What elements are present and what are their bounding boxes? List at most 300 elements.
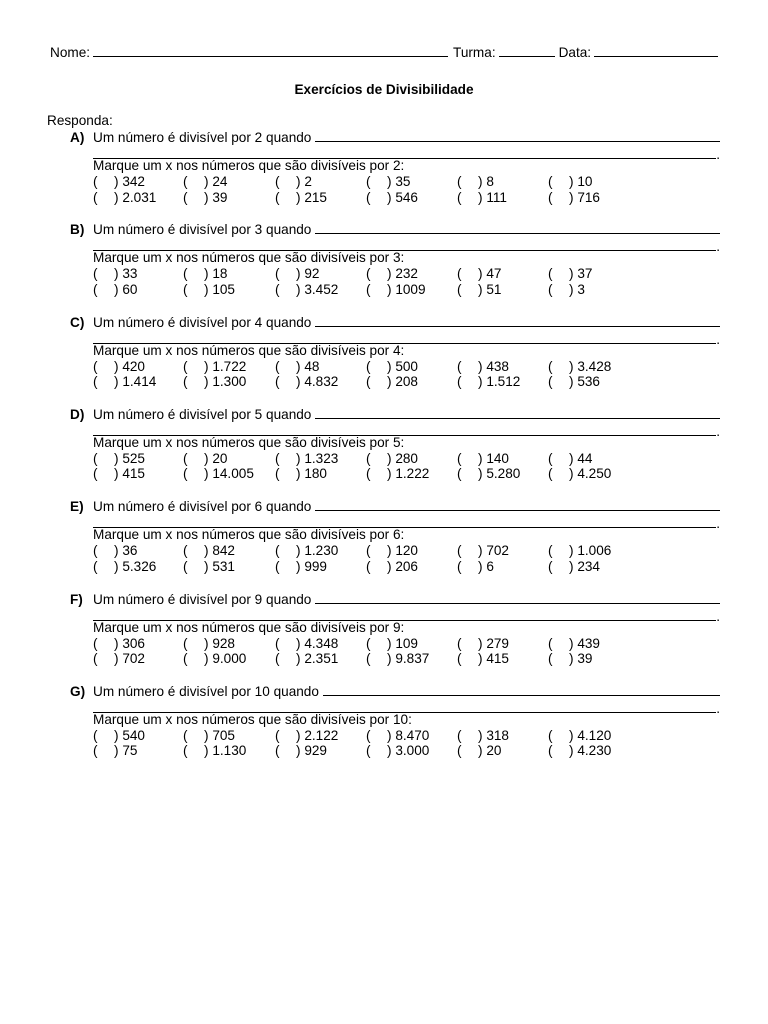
checkbox-close-paren: ) xyxy=(569,374,574,390)
checkbox-close-paren: ) xyxy=(387,266,392,282)
option-value: 1.222 xyxy=(395,466,430,482)
checkbox-open-paren[interactable]: ( xyxy=(93,727,98,743)
checkbox-close-paren: ) xyxy=(296,651,301,666)
checkbox-close-paren: ) xyxy=(478,651,483,666)
checkbox-open-paren[interactable]: ( xyxy=(183,374,188,390)
number-option[interactable] xyxy=(548,282,585,298)
checkbox-close-paren: ) xyxy=(569,543,574,559)
number-option[interactable] xyxy=(548,374,600,390)
checkbox-close-paren: ) xyxy=(478,189,483,205)
question-letter: F) xyxy=(70,591,83,607)
number-option[interactable] xyxy=(366,466,429,482)
checkbox-open-paren[interactable]: ( xyxy=(548,174,553,189)
option-value: 47 xyxy=(486,266,502,282)
checkbox-close-paren: ) xyxy=(114,281,119,297)
number-option[interactable] xyxy=(366,559,418,575)
option-value: 14.005 xyxy=(212,466,254,482)
checkbox-close-paren: ) xyxy=(296,558,301,574)
number-option[interactable] xyxy=(366,651,429,667)
checkbox-open-paren[interactable]: ( xyxy=(548,466,553,482)
instruction-text: Marque um x nos números que são divisíveis por 9: xyxy=(93,619,405,635)
number-option[interactable] xyxy=(183,636,235,652)
number-option[interactable] xyxy=(275,743,327,759)
option-value: 415 xyxy=(486,651,509,666)
checkbox-open-paren[interactable]: ( xyxy=(548,358,553,374)
option-value: 5.326 xyxy=(122,558,157,574)
number-option[interactable] xyxy=(457,466,520,482)
intro-text: Responda: xyxy=(47,113,113,128)
answer-blank[interactable] xyxy=(315,498,720,511)
checkbox-open-paren[interactable]: ( xyxy=(275,174,280,189)
checkbox-open-paren[interactable]: ( xyxy=(366,266,371,282)
option-value: 1009 xyxy=(395,281,426,297)
checkbox-close-paren: ) xyxy=(114,266,119,282)
checkbox-close-paren: ) xyxy=(204,635,209,651)
checkbox-open-paren[interactable]: ( xyxy=(275,189,280,205)
checkbox-close-paren: ) xyxy=(387,651,392,666)
option-value: 44 xyxy=(577,450,593,466)
checkbox-close-paren: ) xyxy=(296,174,301,189)
checkbox-open-paren[interactable]: ( xyxy=(548,281,553,297)
number-option[interactable] xyxy=(183,282,235,298)
option-value: 9.837 xyxy=(395,651,430,666)
number-option[interactable] xyxy=(275,174,312,190)
number-option[interactable] xyxy=(457,651,509,667)
number-option[interactable] xyxy=(457,282,501,298)
number-option[interactable] xyxy=(183,451,227,467)
option-value: 3.452 xyxy=(304,281,339,297)
checkbox-open-paren[interactable]: ( xyxy=(457,174,462,189)
checkbox-close-paren: ) xyxy=(478,466,483,482)
option-value: 234 xyxy=(577,558,600,574)
number-option[interactable] xyxy=(275,282,338,298)
number-option[interactable] xyxy=(366,174,410,190)
checkbox-close-paren: ) xyxy=(204,189,209,205)
checkbox-close-paren: ) xyxy=(387,450,392,466)
number-option[interactable] xyxy=(93,743,137,759)
checkbox-open-paren[interactable]: ( xyxy=(457,558,462,574)
instruction-text: Marque um x nos números que são divisíveis por 3: xyxy=(93,250,405,266)
checkbox-open-paren[interactable]: ( xyxy=(93,651,98,666)
checkbox-open-paren[interactable]: ( xyxy=(275,466,280,482)
checkbox-close-paren: ) xyxy=(114,743,119,759)
question-line xyxy=(70,221,720,238)
number-option[interactable] xyxy=(366,282,426,298)
answer-blank[interactable] xyxy=(315,314,720,327)
number-option[interactable] xyxy=(457,636,509,652)
option-value: 842 xyxy=(212,543,235,559)
checkbox-open-paren[interactable]: ( xyxy=(183,174,188,189)
checkbox-close-paren: ) xyxy=(387,358,392,374)
number-option[interactable] xyxy=(275,266,319,282)
option-value: 928 xyxy=(212,635,235,651)
question-line xyxy=(70,129,720,146)
checkbox-open-paren[interactable]: ( xyxy=(183,189,188,205)
number-option[interactable] xyxy=(275,651,338,667)
option-value: 8.470 xyxy=(395,727,430,743)
option-value: 208 xyxy=(395,374,418,390)
number-option[interactable] xyxy=(183,743,246,759)
checkbox-open-paren[interactable]: ( xyxy=(275,743,280,759)
answer-blank[interactable] xyxy=(315,406,720,419)
number-option[interactable] xyxy=(548,651,592,667)
checkbox-open-paren[interactable]: ( xyxy=(93,635,98,651)
option-value: 3 xyxy=(577,281,585,297)
answer-blank[interactable] xyxy=(323,683,720,696)
option-value: 500 xyxy=(395,358,418,374)
option-value: 120 xyxy=(395,543,418,559)
question-text: Um número é divisível por 9 quando xyxy=(93,591,312,607)
number-option[interactable] xyxy=(183,559,235,575)
number-option[interactable] xyxy=(183,266,227,282)
checkbox-open-paren[interactable]: ( xyxy=(93,281,98,297)
checkbox-open-paren[interactable]: ( xyxy=(275,374,280,390)
answer-period: . xyxy=(716,516,720,532)
number-option[interactable] xyxy=(457,451,509,467)
checkbox-close-paren: ) xyxy=(204,281,209,297)
checkbox-open-paren[interactable]: ( xyxy=(548,743,553,759)
number-option[interactable] xyxy=(548,743,611,759)
number-option[interactable] xyxy=(457,543,509,559)
class-blank[interactable] xyxy=(499,44,555,57)
number-option[interactable] xyxy=(275,728,338,744)
checkbox-close-paren: ) xyxy=(296,466,301,482)
checkbox-open-paren[interactable]: ( xyxy=(457,635,462,651)
checkbox-open-paren[interactable]: ( xyxy=(457,266,462,282)
option-value: 39 xyxy=(577,651,593,666)
option-value: 9.000 xyxy=(212,651,247,666)
question-text: Um número é divisível por 4 quando xyxy=(93,314,312,330)
checkbox-open-paren[interactable]: ( xyxy=(366,558,371,574)
checkbox-close-paren: ) xyxy=(204,374,209,390)
checkbox-close-paren: ) xyxy=(569,189,574,205)
date-label: Data: xyxy=(558,45,592,60)
checkbox-close-paren: ) xyxy=(204,651,209,666)
student-info-header xyxy=(50,44,718,61)
option-value: 35 xyxy=(395,174,411,189)
number-option[interactable] xyxy=(183,543,235,559)
number-option[interactable] xyxy=(457,359,509,375)
checkbox-open-paren[interactable]: ( xyxy=(93,189,98,205)
number-option[interactable] xyxy=(93,359,145,375)
checkbox-open-paren[interactable]: ( xyxy=(366,358,371,374)
checkbox-close-paren: ) xyxy=(478,727,483,743)
option-value: 39 xyxy=(212,189,228,205)
answer-period: . xyxy=(716,700,720,716)
number-option[interactable] xyxy=(548,543,611,559)
checkbox-close-paren: ) xyxy=(204,727,209,743)
number-option[interactable] xyxy=(548,451,592,467)
checkbox-close-paren: ) xyxy=(114,651,119,666)
checkbox-open-paren[interactable]: ( xyxy=(366,374,371,390)
checkbox-open-paren[interactable]: ( xyxy=(275,450,280,466)
checkbox-open-paren[interactable]: ( xyxy=(366,743,371,759)
number-option[interactable] xyxy=(548,359,611,375)
checkbox-open-paren[interactable]: ( xyxy=(548,543,553,559)
question-text: Um número é divisível por 6 quando xyxy=(93,499,312,515)
number-option[interactable] xyxy=(275,374,338,390)
checkbox-open-paren[interactable]: ( xyxy=(183,543,188,559)
name-blank[interactable] xyxy=(93,44,448,57)
option-value: 540 xyxy=(122,727,145,743)
checkbox-close-paren: ) xyxy=(387,466,392,482)
number-option[interactable] xyxy=(275,636,338,652)
checkbox-open-paren[interactable]: ( xyxy=(548,266,553,282)
checkbox-close-paren: ) xyxy=(114,189,119,205)
checkbox-close-paren: ) xyxy=(387,558,392,574)
answer-period: . xyxy=(716,608,720,624)
checkbox-open-paren[interactable]: ( xyxy=(548,450,553,466)
number-option[interactable] xyxy=(275,359,319,375)
number-option[interactable] xyxy=(548,559,600,575)
checkbox-open-paren[interactable]: ( xyxy=(93,450,98,466)
number-option[interactable] xyxy=(183,190,227,206)
checkbox-close-paren: ) xyxy=(114,358,119,374)
option-value: 1.722 xyxy=(212,358,247,374)
option-value: 2.122 xyxy=(304,727,339,743)
number-option[interactable] xyxy=(457,174,494,190)
number-option[interactable] xyxy=(275,451,338,467)
checkbox-open-paren[interactable]: ( xyxy=(548,727,553,743)
number-option[interactable] xyxy=(457,190,507,206)
number-option[interactable] xyxy=(366,374,418,390)
checkbox-close-paren: ) xyxy=(478,635,483,651)
number-option[interactable] xyxy=(548,466,611,482)
checkbox-close-paren: ) xyxy=(478,374,483,390)
option-value: 716 xyxy=(577,189,600,205)
option-value: 546 xyxy=(395,189,418,205)
checkbox-open-paren[interactable]: ( xyxy=(275,635,280,651)
checkbox-open-paren[interactable]: ( xyxy=(548,558,553,574)
checkbox-close-paren: ) xyxy=(478,743,483,759)
checkbox-open-paren[interactable]: ( xyxy=(183,358,188,374)
checkbox-open-paren[interactable]: ( xyxy=(366,543,371,559)
checkbox-open-paren[interactable]: ( xyxy=(457,450,462,466)
option-value: 232 xyxy=(395,266,418,282)
answer-period: . xyxy=(716,423,720,439)
checkbox-open-paren[interactable]: ( xyxy=(457,358,462,374)
checkbox-close-paren: ) xyxy=(387,543,392,559)
number-option[interactable] xyxy=(183,651,246,667)
checkbox-close-paren: ) xyxy=(296,266,301,282)
checkbox-open-paren[interactable]: ( xyxy=(366,189,371,205)
checkbox-open-paren[interactable]: ( xyxy=(183,281,188,297)
checkbox-close-paren: ) xyxy=(478,358,483,374)
number-option[interactable] xyxy=(93,451,145,467)
question-letter: G) xyxy=(70,683,86,699)
checkbox-open-paren[interactable]: ( xyxy=(366,635,371,651)
option-value: 999 xyxy=(304,558,327,574)
checkbox-open-paren[interactable]: ( xyxy=(183,635,188,651)
checkbox-close-paren: ) xyxy=(204,450,209,466)
number-option[interactable] xyxy=(548,190,600,206)
checkbox-open-paren[interactable]: ( xyxy=(93,466,98,482)
answer-blank[interactable] xyxy=(315,221,720,234)
checkbox-open-paren[interactable]: ( xyxy=(275,543,280,559)
answer-period: . xyxy=(716,147,720,162)
checkbox-open-paren[interactable]: ( xyxy=(93,374,98,390)
number-option[interactable] xyxy=(457,559,494,575)
option-value: 4.250 xyxy=(577,466,612,482)
checkbox-close-paren: ) xyxy=(569,266,574,282)
option-value: 342 xyxy=(122,174,145,189)
answer-blank[interactable] xyxy=(315,129,720,142)
checkbox-open-paren[interactable]: ( xyxy=(93,543,98,559)
checkbox-open-paren[interactable]: ( xyxy=(366,466,371,482)
number-option[interactable] xyxy=(93,190,156,206)
option-value: 531 xyxy=(212,558,235,574)
checkbox-open-paren[interactable]: ( xyxy=(183,727,188,743)
option-value: 4.230 xyxy=(577,743,612,759)
checkbox-close-paren: ) xyxy=(569,651,574,666)
checkbox-open-paren[interactable]: ( xyxy=(548,635,553,651)
checkbox-open-paren[interactable]: ( xyxy=(457,466,462,482)
checkbox-close-paren: ) xyxy=(569,174,574,189)
checkbox-close-paren: ) xyxy=(204,466,209,482)
checkbox-close-paren: ) xyxy=(569,281,574,297)
number-option[interactable] xyxy=(366,543,418,559)
option-value: 5.280 xyxy=(486,466,521,482)
number-option[interactable] xyxy=(366,190,418,206)
name-label: Nome: xyxy=(50,45,91,60)
number-option[interactable] xyxy=(457,728,509,744)
checkbox-open-paren[interactable]: ( xyxy=(457,374,462,390)
number-option[interactable] xyxy=(457,266,501,282)
checkbox-open-paren[interactable]: ( xyxy=(183,450,188,466)
instruction-text: Marque um x nos números que são divisíveis por 6: xyxy=(93,527,405,543)
checkbox-open-paren[interactable]: ( xyxy=(183,266,188,282)
page-title: Exercícios de Divisibilidade xyxy=(294,82,474,97)
number-option[interactable] xyxy=(366,359,418,375)
checkbox-close-paren: ) xyxy=(296,727,301,743)
checkbox-close-paren: ) xyxy=(387,743,392,759)
option-value: 37 xyxy=(577,266,593,282)
option-value: 140 xyxy=(486,450,509,466)
checkbox-open-paren[interactable]: ( xyxy=(457,189,462,205)
number-option[interactable] xyxy=(548,728,611,744)
number-option[interactable] xyxy=(548,174,592,190)
number-option[interactable] xyxy=(548,266,592,282)
number-option[interactable] xyxy=(93,466,145,482)
option-value: 318 xyxy=(486,727,509,743)
number-option[interactable] xyxy=(93,559,156,575)
checkbox-close-paren: ) xyxy=(387,374,392,390)
checkbox-open-paren[interactable]: ( xyxy=(93,266,98,282)
number-option[interactable] xyxy=(183,374,246,390)
checkbox-close-paren: ) xyxy=(387,189,392,205)
checkbox-open-paren[interactable]: ( xyxy=(457,281,462,297)
checkbox-open-paren[interactable]: ( xyxy=(275,558,280,574)
checkbox-open-paren[interactable]: ( xyxy=(366,281,371,297)
checkbox-open-paren[interactable]: ( xyxy=(457,651,462,666)
checkbox-close-paren: ) xyxy=(204,543,209,559)
number-option[interactable] xyxy=(366,266,418,282)
option-value: 180 xyxy=(304,466,327,482)
instruction-text: Marque um x nos números que são divisíveis por 5: xyxy=(93,434,405,450)
checkbox-close-paren: ) xyxy=(569,450,574,466)
number-option[interactable] xyxy=(93,266,137,282)
number-option[interactable] xyxy=(366,728,429,744)
number-option[interactable] xyxy=(93,282,137,298)
number-option[interactable] xyxy=(93,374,156,390)
number-option[interactable] xyxy=(275,466,327,482)
checkbox-open-paren[interactable]: ( xyxy=(183,651,188,666)
number-option[interactable] xyxy=(93,543,137,559)
option-value: 2.351 xyxy=(304,651,339,666)
question-line xyxy=(70,683,720,700)
number-option[interactable] xyxy=(93,651,145,667)
checkbox-open-paren[interactable]: ( xyxy=(457,543,462,559)
checkbox-close-paren: ) xyxy=(478,543,483,559)
checkbox-close-paren: ) xyxy=(296,358,301,374)
number-option[interactable] xyxy=(548,636,600,652)
number-option[interactable] xyxy=(93,728,145,744)
number-option[interactable] xyxy=(93,636,145,652)
checkbox-open-paren[interactable]: ( xyxy=(366,450,371,466)
number-option[interactable] xyxy=(457,374,520,390)
checkbox-open-paren[interactable]: ( xyxy=(275,651,280,666)
number-option[interactable] xyxy=(366,743,429,759)
option-value: 1.300 xyxy=(212,374,247,390)
checkbox-open-paren[interactable]: ( xyxy=(275,727,280,743)
checkbox-close-paren: ) xyxy=(114,543,119,559)
checkbox-open-paren[interactable]: ( xyxy=(366,727,371,743)
instruction-text: Marque um x nos números que são divisíveis por 10: xyxy=(93,711,412,727)
checkbox-open-paren[interactable]: ( xyxy=(457,727,462,743)
checkbox-open-paren[interactable]: ( xyxy=(275,358,280,374)
date-blank[interactable] xyxy=(594,44,718,57)
number-option[interactable] xyxy=(93,174,145,190)
option-value: 206 xyxy=(395,558,418,574)
option-value: 109 xyxy=(395,635,418,651)
option-value: 525 xyxy=(122,450,145,466)
checkbox-open-paren[interactable]: ( xyxy=(93,743,98,759)
checkbox-open-paren[interactable]: ( xyxy=(275,281,280,297)
number-option[interactable] xyxy=(183,359,246,375)
checkbox-open-paren[interactable]: ( xyxy=(183,466,188,482)
checkbox-open-paren[interactable]: ( xyxy=(548,189,553,205)
checkbox-open-paren[interactable]: ( xyxy=(275,266,280,282)
number-option[interactable] xyxy=(183,466,254,482)
checkbox-open-paren[interactable]: ( xyxy=(366,174,371,189)
number-option[interactable] xyxy=(275,190,327,206)
checkbox-close-paren: ) xyxy=(478,558,483,574)
number-option[interactable] xyxy=(366,451,418,467)
checkbox-close-paren: ) xyxy=(569,635,574,651)
number-option[interactable] xyxy=(275,559,327,575)
option-value: 420 xyxy=(122,358,145,374)
checkbox-open-paren[interactable]: ( xyxy=(366,651,371,666)
option-value: 18 xyxy=(212,266,228,282)
number-option[interactable] xyxy=(183,174,227,190)
number-option[interactable] xyxy=(183,728,235,744)
checkbox-open-paren[interactable]: ( xyxy=(183,743,188,759)
question-letter: E) xyxy=(70,499,84,515)
number-option[interactable] xyxy=(366,636,418,652)
checkbox-open-paren[interactable]: ( xyxy=(93,558,98,574)
option-value: 1.130 xyxy=(212,743,247,759)
answer-blank[interactable] xyxy=(315,591,720,604)
checkbox-open-paren[interactable]: ( xyxy=(548,374,553,390)
checkbox-open-paren[interactable]: ( xyxy=(93,174,98,189)
checkbox-open-paren[interactable]: ( xyxy=(93,358,98,374)
number-option[interactable] xyxy=(457,743,501,759)
checkbox-open-paren[interactable]: ( xyxy=(457,743,462,759)
question-line xyxy=(70,591,720,608)
checkbox-open-paren[interactable]: ( xyxy=(183,558,188,574)
number-option[interactable] xyxy=(275,543,338,559)
checkbox-open-paren[interactable]: ( xyxy=(548,651,553,666)
